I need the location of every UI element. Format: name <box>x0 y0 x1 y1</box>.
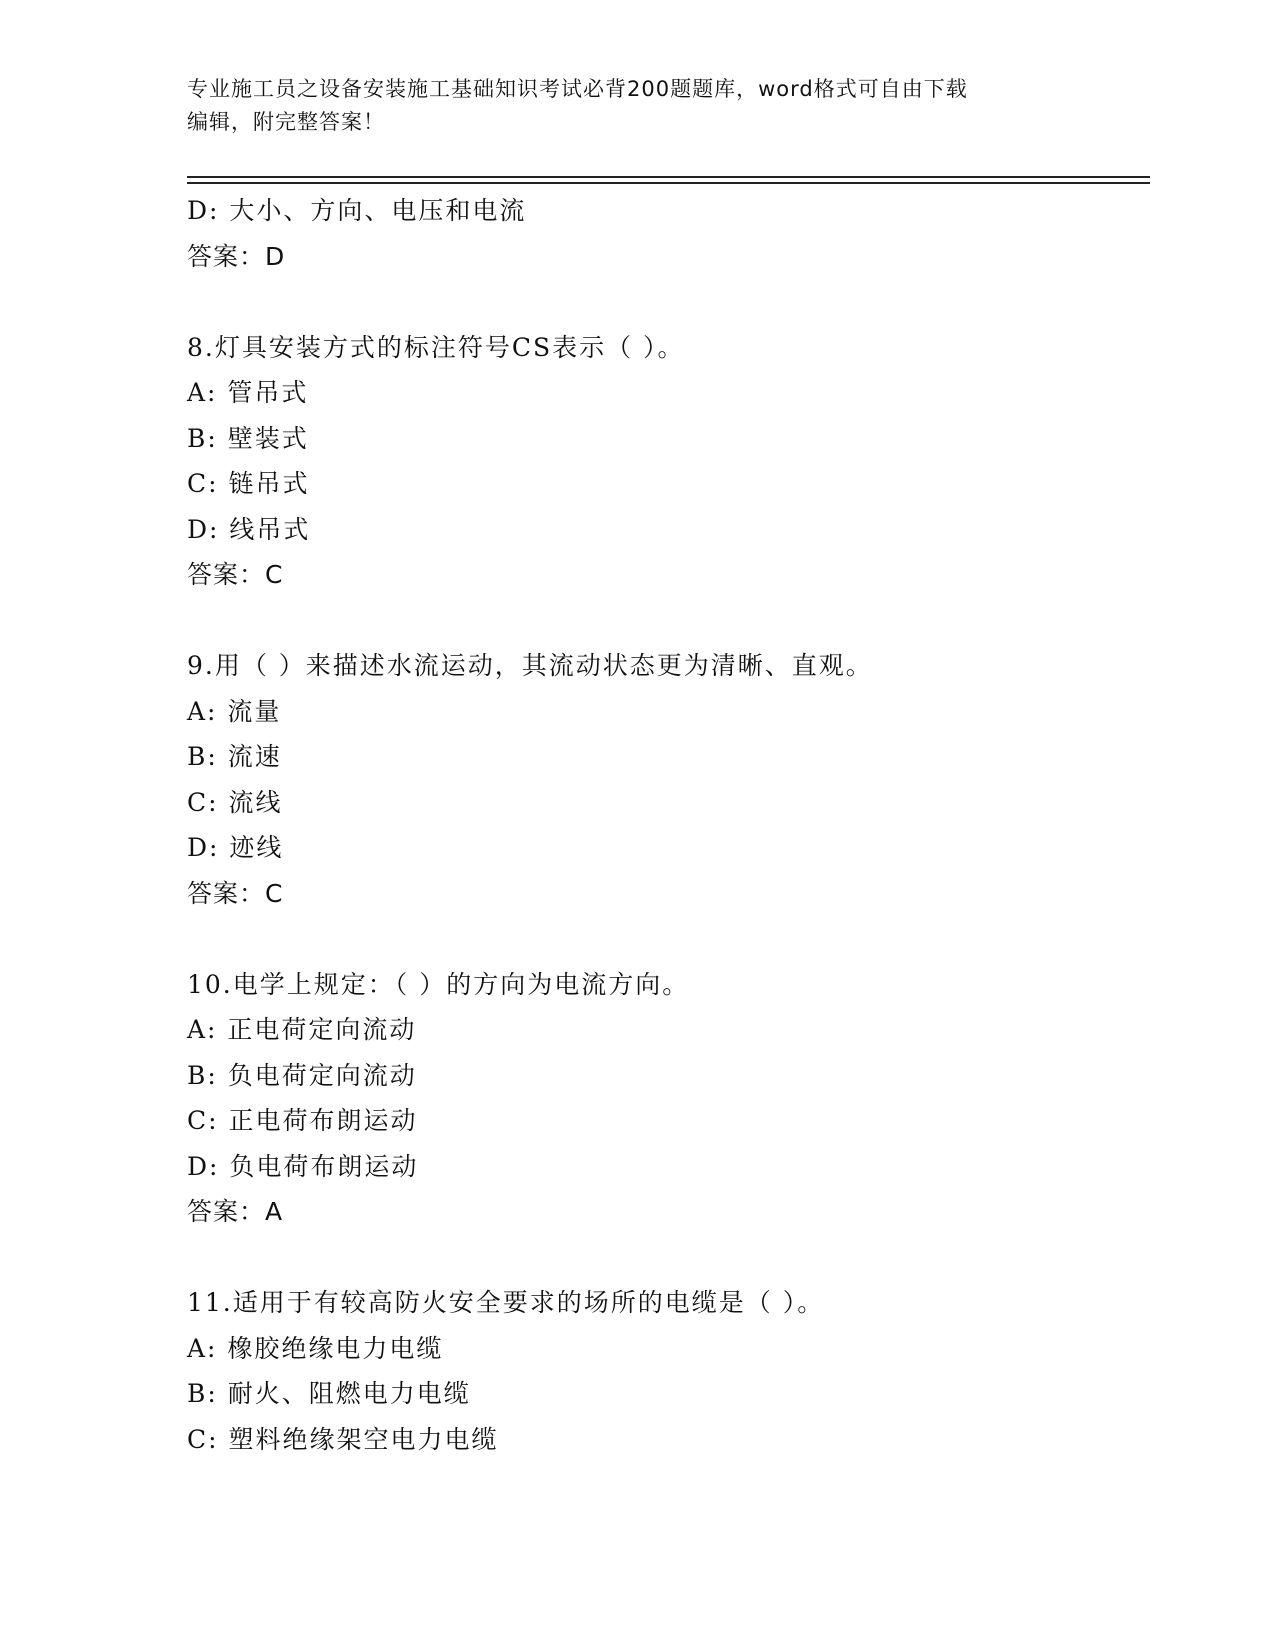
option-c: C: 正电荷布朗运动 <box>187 1106 418 1135</box>
answer-line: 答案：A <box>187 1197 284 1226</box>
option-b: B: 壁装式 <box>187 423 309 453</box>
question-stem: 9.用（ ）来描述水流运动，其流动状态更为清晰、直观。 <box>187 651 873 680</box>
question-stem: 11.适用于有较高防火安全要求的场所的电缆是（ ）。 <box>187 1288 825 1317</box>
answer-line: 答案：D <box>187 241 286 271</box>
question-stem: 8.灯具安装方式的标注符号CS表示（ ）。 <box>187 332 685 362</box>
question-stem: 10.电学上规定：（ ）的方向为电流方向。 <box>187 969 690 999</box>
option-d: D: 负电荷布朗运动 <box>187 1151 419 1181</box>
spacer <box>187 1235 1147 1281</box>
option-a: A: 流量 <box>187 696 282 726</box>
answer-line: 答案：C <box>187 560 284 589</box>
option-c: C: 塑料绝缘架空电力电缆 <box>187 1424 499 1454</box>
header-title-line-2: 编辑，附完整答案！ <box>187 110 385 134</box>
answer-line: 答案：C <box>187 878 284 908</box>
header-title-line-1: 专业施工员之设备安装施工基础知识考试必背200题题库，word格式可自由下载 <box>187 77 968 101</box>
option-c: C: 链吊式 <box>187 469 310 498</box>
option-b: B: 负电荷定向流动 <box>187 1060 417 1090</box>
spacer <box>187 279 1147 325</box>
option-d: D: 线吊式 <box>187 514 311 544</box>
document-header <box>187 73 1067 139</box>
option-d: D: 大小、方向、电压和电流 <box>187 196 527 225</box>
option-a: A: 橡胶绝缘电力电缆 <box>187 1333 444 1363</box>
option-b: B: 耐火、阻燃电力电缆 <box>187 1379 471 1408</box>
spacer <box>187 916 1147 962</box>
option-c: C: 流线 <box>187 787 283 817</box>
option-a: A: 管吊式 <box>187 378 309 407</box>
option-d: D: 迹线 <box>187 833 284 862</box>
header-divider-bottom <box>187 182 1150 184</box>
question-list <box>187 188 1147 1462</box>
spacer <box>187 598 1147 644</box>
option-a: A: 正电荷定向流动 <box>187 1015 417 1044</box>
header-divider-top <box>187 176 1150 178</box>
option-b: B: 流速 <box>187 742 282 771</box>
